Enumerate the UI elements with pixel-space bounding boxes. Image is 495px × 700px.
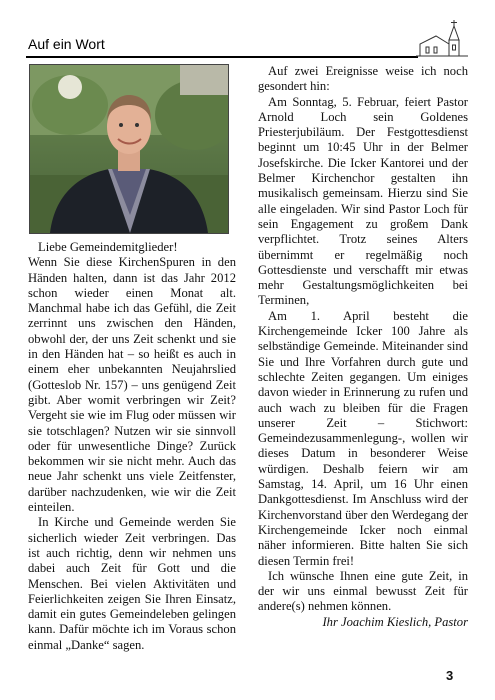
portrait-illustration xyxy=(30,65,228,233)
left-text-column xyxy=(28,240,236,653)
body-paragraph: Am 1. April besteht die Kirchengemeinde Icker 100 Jahre als selbständige Gemeinde. Miteinander sind Sie und Ihre Vorfahren durch gute und schlechte Zeiten gegangen. Um einiges davon wieder in Erinnerung zu rufen und auch wach zu bleiben für die Fragen unserer Zeit – Stichwort: Gemeindezusammenlegung-, wollen wir dieses Datum in besonderer Weise würdigen. Deshalb feiern wir am Samstag, 14. April, um 16 Uhr einen Dankgottesdienst. Im Anschluss wird der Kirchenvorstand über den Werdegang der Kirchengemeinde Icker noch einmal näher informieren. Bitte halten Sie sich diesen Termin frei! xyxy=(258,308,468,568)
header-rule xyxy=(26,56,418,58)
author-signature: Ihr Joachim Kieslich, Pastor xyxy=(322,614,468,629)
author-portrait-photo xyxy=(29,64,229,234)
body-paragraph: Auf zwei Ereignisse weise ich noch gesondert hin: xyxy=(258,64,468,94)
body-paragraph: Ich wünsche Ihnen eine gute Zeit, in der wir uns einmal bewusst Zeit für andere(s) nehmen können. xyxy=(258,568,468,614)
body-paragraph: Am Sonntag, 5. Februar, feiert Pastor Arnold Loch sein Goldenes Priesterjubiläum. Der Festgottesdienst beginnt um 10:45 Uhr in der Belmer Josefskirche. Die Icker Kantorei und der Belmer Kirchenchor gestalten ihn musikalisch gemeinsam. Hierzu sind Sie alle eingeladen. Wir sind Pastor Loch für sein Engagement zu großem Dank verpflichtet. Trotz seines Alters übernimmt er regelmäßig noch Gottesdienste und verschafft mir etwas mehr Gestaltungsmöglichkeiten bei Terminen, xyxy=(258,94,468,308)
church-logo-icon xyxy=(414,18,470,62)
body-paragraph: In Kirche und Gemeinde werden Sie sicherlich wieder Zeit verbringen. Das ist auch richtig, denn wir nehmen uns dabei auch Zeit für Gott und die Menschen. Bei vielen Aktivitäten und Feierlichkeiten zeigen Sie Ihren Einsatz, damit ein gutes Gemeindeleben gelingen kann. Dafür möchte ich im Voraus schon einmal „Danke“ sagen. xyxy=(28,515,236,652)
right-text-column xyxy=(258,64,468,630)
greeting-paragraph: Liebe Gemeindemitglieder! xyxy=(38,240,178,254)
page-number: 3 xyxy=(446,668,454,683)
body-paragraph: Wenn Sie diese KirchenSpuren in den Händen halten, dann ist das Jahr 2012 schon wieder einen Monat alt. Manchmal habe ich das Gefühl, die Zeit zerrinnt uns zwischen den Händen, obwohl der, der uns Zeit schenkt und sie in den Händen hat – so heißt es auch in einem eher unbekannten Neujahrslied (Gotteslob Nr. 157) – uns genügend Zeit gibt. Aber womit verbringen wir Zeit? Vergeht sie wie im Flug oder müssen wir sie totschlagen? Nutzen wir sie sinnvoll oder für unwesentliche Dinge? Zurück bekommen wir sie nicht mehr. Auch das neue Jahr schenkt uns viele Zeitfenster, darüber nachzudenken, wie wir die Zeit einteilen. xyxy=(28,255,236,515)
page-section-title: Auf ein Wort xyxy=(28,36,105,52)
